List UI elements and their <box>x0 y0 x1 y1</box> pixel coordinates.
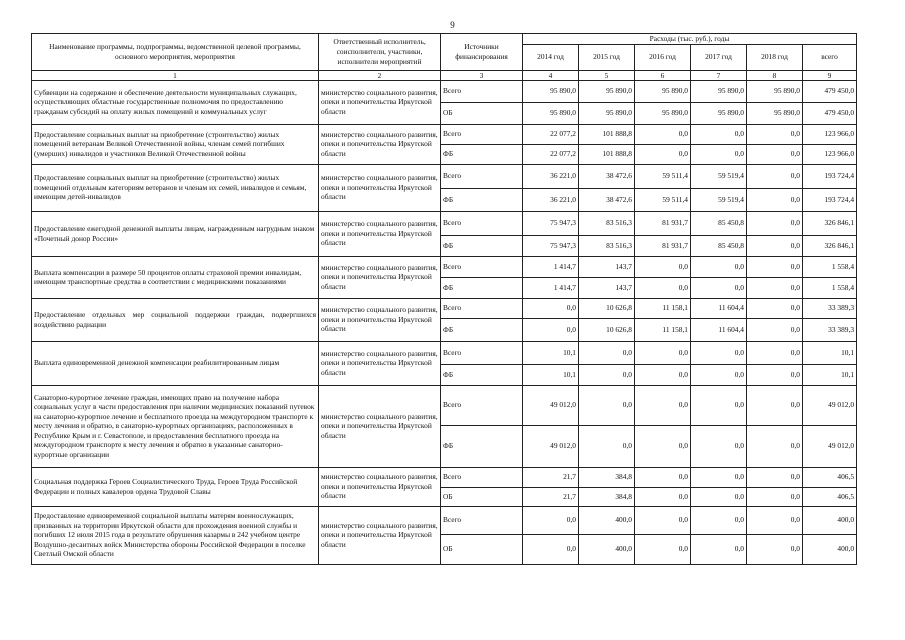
year-value: 0,0 <box>747 124 803 144</box>
year-value: 21,7 <box>523 467 579 487</box>
year-value: 143,7 <box>579 277 635 298</box>
year-value: 0,0 <box>747 318 803 341</box>
total-value: 10,1 <box>803 341 857 364</box>
year-value: 0,0 <box>691 341 747 364</box>
total-value: 49 012,0 <box>803 425 857 467</box>
page-number: 9 <box>450 20 455 30</box>
year-value: 0,0 <box>691 487 747 506</box>
column-index-row <box>32 70 857 80</box>
year-value: 0,0 <box>635 124 691 144</box>
funding-source: Всего <box>441 341 523 364</box>
funding-source: Всего <box>441 256 523 277</box>
year-value: 10 626,8 <box>579 298 635 318</box>
table-row <box>32 341 857 364</box>
table-row <box>32 256 857 277</box>
year-value: 101 888,8 <box>579 124 635 144</box>
executor: министерство социального развития, опеки и попечительства Иркутской области <box>319 211 441 256</box>
program-name: Выплата компенсации в размере 50 процентов оплаты страховой премии инвалидам, имеющим транспортные средства в соответствии с медицинскими показаниями <box>32 256 319 298</box>
year-value: 81 931,7 <box>635 211 691 235</box>
year-value: 0,0 <box>747 211 803 235</box>
year-value: 36 221,0 <box>523 164 579 188</box>
funding-source: ФБ <box>441 364 523 385</box>
year-value: 95 890,0 <box>579 102 635 124</box>
column-index: 6 <box>635 70 691 80</box>
funding-source: Всего <box>441 298 523 318</box>
year-value: 0,0 <box>747 506 803 534</box>
year-value: 95 890,0 <box>523 80 579 102</box>
year-value: 11 604,4 <box>691 298 747 318</box>
executor: министерство социального развития, опеки и попечительства Иркутской области <box>319 256 441 298</box>
year-value: 0,0 <box>635 385 691 425</box>
column-index: 8 <box>747 70 803 80</box>
year-value: 0,0 <box>579 425 635 467</box>
year-value: 59 519,4 <box>691 164 747 188</box>
header-year: 2015 год <box>579 44 635 70</box>
year-value: 0,0 <box>635 487 691 506</box>
year-value: 0,0 <box>691 277 747 298</box>
year-value: 10,1 <box>523 341 579 364</box>
funding-source: ОБ <box>441 102 523 124</box>
program-name: Предоставление социальных выплат на приобретение (строительство) жилых помещений отдельным категориям ветеранов и членам их семей, инвалидов и семьям, имеющим детей-инвалидов <box>32 164 319 211</box>
table-row <box>32 506 857 534</box>
total-value: 1 558,4 <box>803 277 857 298</box>
year-value: 0,0 <box>691 144 747 164</box>
year-value: 0,0 <box>635 341 691 364</box>
header-executor: Ответственный исполнитель, соисполнители, участники, исполнители мероприятий <box>319 34 441 71</box>
year-value: 0,0 <box>691 534 747 564</box>
header-year: 2018 год <box>747 44 803 70</box>
year-value: 0,0 <box>691 425 747 467</box>
funding-source: ФБ <box>441 188 523 211</box>
header-total: всего <box>803 44 857 70</box>
year-value: 95 890,0 <box>579 80 635 102</box>
header-source: Источники финансирования <box>441 34 523 71</box>
funding-source: ОБ <box>441 487 523 506</box>
year-value: 0,0 <box>635 256 691 277</box>
year-value: 38 472,6 <box>579 188 635 211</box>
executor: министерство социального развития, опеки и попечительства Иркутской области <box>319 80 441 124</box>
year-value: 0,0 <box>747 534 803 564</box>
year-value: 11 158,1 <box>635 298 691 318</box>
year-value: 83 516,3 <box>579 235 635 256</box>
funding-source: ОБ <box>441 534 523 564</box>
year-value: 36 221,0 <box>523 188 579 211</box>
funding-source: Всего <box>441 385 523 425</box>
table-row <box>32 298 857 318</box>
total-value: 326 846,1 <box>803 235 857 256</box>
year-value: 75 947,3 <box>523 235 579 256</box>
year-value: 0,0 <box>747 385 803 425</box>
year-value: 95 890,0 <box>747 80 803 102</box>
year-value: 22 077,2 <box>523 124 579 144</box>
header-year: 2017 год <box>691 44 747 70</box>
year-value: 0,0 <box>523 318 579 341</box>
executor: министерство социального развития, опеки и попечительства Иркутской области <box>319 506 441 564</box>
year-value: 0,0 <box>747 277 803 298</box>
program-name: Предоставление единовременной социальной выплаты матерям военнослужащих, призванных на территории Иркутской области для прохождения военной службы и погибших 12 июля 2015 года в результате обрушения казармы в 242 учебном центре Воздушно-десантных войск Министерства обороны Российской Федерации в поселке Светлый Омской области <box>32 506 319 564</box>
total-value: 49 012,0 <box>803 385 857 425</box>
year-value: 85 450,8 <box>691 235 747 256</box>
year-value: 0,0 <box>747 425 803 467</box>
year-value: 95 890,0 <box>635 102 691 124</box>
funding-source: ФБ <box>441 144 523 164</box>
column-index: 7 <box>691 70 747 80</box>
program-name: Предоставление ежегодной денежной выплаты лицам, награжденным нагрудным знаком «Почетный донор России» <box>32 211 319 256</box>
year-value: 59 511,4 <box>635 188 691 211</box>
year-value: 95 890,0 <box>635 80 691 102</box>
year-value: 0,0 <box>747 164 803 188</box>
year-value: 0,0 <box>747 188 803 211</box>
year-value: 0,0 <box>691 385 747 425</box>
total-value: 1 558,4 <box>803 256 857 277</box>
year-value: 10 626,8 <box>579 318 635 341</box>
table-row <box>32 211 857 235</box>
program-name: Предоставление отдельных мер социальной поддержки граждан, подвергшихся воздействию радиации <box>32 298 319 341</box>
year-value: 1 414,7 <box>523 277 579 298</box>
budget-table <box>31 33 857 565</box>
funding-source: Всего <box>441 211 523 235</box>
year-value: 95 890,0 <box>523 102 579 124</box>
year-value: 0,0 <box>747 256 803 277</box>
year-value: 0,0 <box>747 144 803 164</box>
year-value: 384,8 <box>579 487 635 506</box>
year-value: 1 414,7 <box>523 256 579 277</box>
year-value: 0,0 <box>691 124 747 144</box>
funding-source: Всего <box>441 124 523 144</box>
year-value: 0,0 <box>579 341 635 364</box>
funding-source: Всего <box>441 506 523 534</box>
total-value: 193 724,4 <box>803 188 857 211</box>
year-value: 22 077,2 <box>523 144 579 164</box>
total-value: 10,1 <box>803 364 857 385</box>
year-value: 95 890,0 <box>747 102 803 124</box>
executor: министерство социального развития, опеки и попечительства Иркутской области <box>319 385 441 467</box>
year-value: 400,0 <box>579 506 635 534</box>
total-value: 400,0 <box>803 534 857 564</box>
year-value: 83 516,3 <box>579 211 635 235</box>
year-value: 11 604,4 <box>691 318 747 341</box>
year-value: 38 472,6 <box>579 164 635 188</box>
program-name: Предоставление социальных выплат на приобретение (строительство) жилых помещений ветеранам Великой Отечественной войны, членам семей погибших (умерших) инвалидов и участников Великой Отечественной войны <box>32 124 319 164</box>
funding-source: ФБ <box>441 235 523 256</box>
funding-source: ФБ <box>441 425 523 467</box>
year-value: 0,0 <box>691 467 747 487</box>
year-value: 0,0 <box>523 534 579 564</box>
year-value: 49 012,0 <box>523 425 579 467</box>
total-value: 326 846,1 <box>803 211 857 235</box>
column-index: 3 <box>441 70 523 80</box>
total-value: 479 450,0 <box>803 102 857 124</box>
table-row <box>32 80 857 102</box>
total-value: 193 724,4 <box>803 164 857 188</box>
year-value: 0,0 <box>635 506 691 534</box>
table-row <box>32 385 857 425</box>
year-value: 0,0 <box>579 364 635 385</box>
year-value: 10,1 <box>523 364 579 385</box>
year-value: 101 888,8 <box>579 144 635 164</box>
table-row <box>32 124 857 144</box>
column-index: 5 <box>579 70 635 80</box>
year-value: 59 511,4 <box>635 164 691 188</box>
header-name: Наименование программы, подпрограммы, ведомственной целевой программы, основного мероприятия, мероприятия <box>32 34 319 71</box>
year-value: 0,0 <box>691 506 747 534</box>
total-value: 406,5 <box>803 467 857 487</box>
year-value: 0,0 <box>635 364 691 385</box>
year-value: 0,0 <box>747 364 803 385</box>
year-value: 21,7 <box>523 487 579 506</box>
program-name: Социальная поддержка Героев Социалистического Труда, Героев Труда Российской Федерации и полных кавалеров ордена Трудовой Славы <box>32 467 319 506</box>
executor: министерство социального развития, опеки и попечительства Иркутской области <box>319 467 441 506</box>
year-value: 0,0 <box>523 298 579 318</box>
total-value: 406,5 <box>803 487 857 506</box>
year-value: 0,0 <box>635 534 691 564</box>
header-year: 2014 год <box>523 44 579 70</box>
funding-source: Всего <box>441 80 523 102</box>
program-name: Выплата единовременной денежной компенсации реабилитированным лицам <box>32 341 319 385</box>
year-value: 0,0 <box>635 144 691 164</box>
executor: министерство социального развития, опеки и попечительства Иркутской области <box>319 164 441 211</box>
year-value: 0,0 <box>579 385 635 425</box>
program-name: Субвенции на содержание и обеспечение деятельности муниципальных служащих, осуществляющих областные государственные полномочия по предоставлению гражданам субсидий на оплату жилых помещений и коммунальных услуг <box>32 80 319 124</box>
year-value: 75 947,3 <box>523 211 579 235</box>
table-row <box>32 467 857 487</box>
funding-source: Всего <box>441 467 523 487</box>
year-value: 85 450,8 <box>691 211 747 235</box>
year-value: 0,0 <box>747 298 803 318</box>
column-index: 2 <box>319 70 441 80</box>
total-value: 33 389,3 <box>803 318 857 341</box>
year-value: 0,0 <box>635 425 691 467</box>
year-value: 384,8 <box>579 467 635 487</box>
year-value: 0,0 <box>747 235 803 256</box>
funding-source: Всего <box>441 164 523 188</box>
year-value: 0,0 <box>635 277 691 298</box>
year-value: 0,0 <box>635 467 691 487</box>
year-value: 95 890,0 <box>691 102 747 124</box>
executor: министерство социального развития, опеки и попечительства Иркутской области <box>319 341 441 385</box>
year-value: 0,0 <box>747 467 803 487</box>
executor: министерство социального развития, опеки и попечительства Иркутской области <box>319 298 441 341</box>
year-value: 0,0 <box>691 364 747 385</box>
year-value: 95 890,0 <box>691 80 747 102</box>
table-row <box>32 164 857 188</box>
year-value: 0,0 <box>691 256 747 277</box>
total-value: 123 966,0 <box>803 144 857 164</box>
funding-source: ФБ <box>441 318 523 341</box>
funding-source: ФБ <box>441 277 523 298</box>
year-value: 0,0 <box>747 341 803 364</box>
header-expenses: Расходы (тыс. руб.), годы <box>523 34 857 45</box>
year-value: 143,7 <box>579 256 635 277</box>
year-value: 81 931,7 <box>635 235 691 256</box>
year-value: 11 158,1 <box>635 318 691 341</box>
program-name: Санаторно-курортное лечение граждан, имеющих право на получение набора социальных услуг в части предоставления при наличии медицинских показаний путевок на санаторно-курортное лечение и бесплатного проезда на междугородном транспорте к месту лечения и обратно, в санаторно-курортных организациях, расположенных в Республике Крым и г. Севастополе, и предоставления бесплатного проезда на междугородном транспорте к месту лечения и обратно в указанные санаторно-курортные организации <box>32 385 319 467</box>
executor: министерство социального развития, опеки и попечительства Иркутской области <box>319 124 441 164</box>
total-value: 123 966,0 <box>803 124 857 144</box>
total-value: 33 389,3 <box>803 298 857 318</box>
year-value: 0,0 <box>747 487 803 506</box>
column-index: 4 <box>523 70 579 80</box>
year-value: 0,0 <box>523 506 579 534</box>
column-index: 1 <box>32 70 319 80</box>
year-value: 59 519,4 <box>691 188 747 211</box>
total-value: 400,0 <box>803 506 857 534</box>
column-index: 9 <box>803 70 857 80</box>
year-value: 49 012,0 <box>523 385 579 425</box>
year-value: 400,0 <box>579 534 635 564</box>
total-value: 479 450,0 <box>803 80 857 102</box>
header-year: 2016 год <box>635 44 691 70</box>
